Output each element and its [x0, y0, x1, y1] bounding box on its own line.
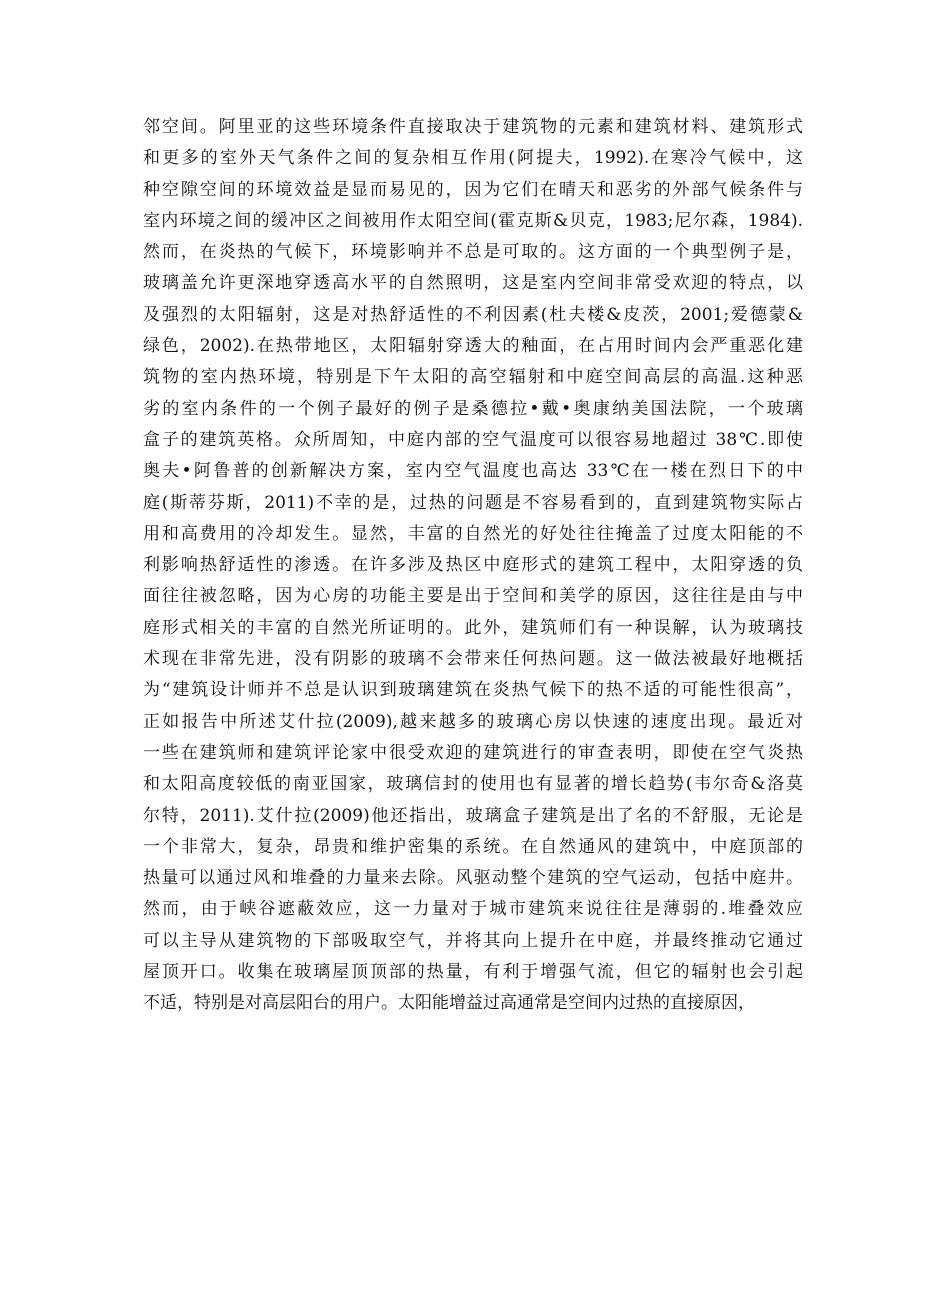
- text-line: 邻空间。阿里亚的这些环境条件直接取决于建筑物的元素和建筑材料、建筑形式: [143, 117, 803, 137]
- text-line: 一个非常大，复杂，昂贵和维护密集的系统。在自然通风的建筑中，中庭顶部的: [143, 836, 803, 857]
- text-line: 然而，在炎热的气候下，环境影响并不总是可取的。这方面的一个典型例子是，: [143, 242, 803, 263]
- text-line: 用和高费用的冷却发生。显然，丰富的自然光的好处往往掩盖了过度太阳能的不: [143, 523, 803, 544]
- text-line: 利影响热舒适性的渗透。在许多涉及热区中庭形式的建筑工程中，太阳穿透的负: [143, 555, 803, 576]
- text-line: 一些在建筑师和建筑评论家中很受欢迎的建筑进行的审查表明，即使在空气炎热: [143, 742, 803, 763]
- text-line: 筑物的室内热环境，特别是下午太阳的高空辐射和中庭空间高层的高温.这种恶: [143, 367, 803, 388]
- text-line: 庭(斯蒂芬斯，2011)不幸的是，过热的问题是不容易看到的，直到建筑物实际占: [143, 492, 803, 513]
- text-line: 绿色，2002).在热带地区，太阳辐射穿透大的釉面，在占用时间内会严重恶化建: [143, 336, 803, 357]
- text-line: 及强烈的太阳辐射，这是对热舒适性的不利因素(杜夫楼&皮茨，2001;爱德蒙&: [143, 304, 803, 325]
- text-line: 热量可以通过风和堆叠的力量来去除。风驱动整个建筑的空气运动，包括中庭井。: [143, 868, 803, 889]
- text-line: 屋顶开口。收集在玻璃屋顶顶部的热量，有利于增强气流，但它的辐射也会引起: [143, 962, 803, 983]
- text-line: 室内环境之间的缓冲区之间被用作太阳空间(霍克斯&贝克，1983;尼尔森，1984).: [143, 210, 803, 231]
- text-line: 不适，特别是对高层阳台的用户。太阳能增益过高通常是空间内过热的直接原因，: [143, 993, 755, 1014]
- text-line: 玻璃盖允许更深地穿透高水平的自然照明，这是室内空间非常受欢迎的特点，以: [143, 273, 803, 294]
- text-line: 奥夫•阿鲁普的创新解决方案，室内空气温度也高达 33℃在一楼在烈日下的中: [143, 461, 803, 482]
- text-line: 面往往被忽略，因为心房的功能主要是出于空间和美学的原因，这往往是由与中: [143, 586, 803, 607]
- text-line: 庭形式相关的丰富的自然光所证明的。此外，建筑师们有一种误解，认为玻璃技: [143, 617, 803, 638]
- text-line: 种空隙空间的环境效益是显而易见的，因为它们在晴天和恶劣的外部气候条件与: [143, 179, 803, 200]
- text-line: 然而，由于峡谷遮蔽效应，这一力量对于城市建筑来说往往是薄弱的.堆叠效应: [143, 899, 803, 920]
- text-line: 劣的室内条件的一个例子最好的例子是桑德拉•戴•奥康纳美国法院，一个玻璃: [143, 398, 803, 419]
- body-text: [143, 112, 803, 1020]
- text-line: 盒子的建筑英格。众所周知，中庭内部的空气温度可以很容易地超过 38℃.即使: [143, 429, 803, 450]
- text-line: 尔特，2011).艾什拉(2009)他还指出，玻璃盒子建筑是出了名的不舒服，无论是: [143, 805, 803, 826]
- text-line: 和太阳高度较低的南亚国家，玻璃信封的使用也有显著的增长趋势(韦尔奇&洛莫: [143, 774, 803, 795]
- text-line: 为“建筑设计师并不总是认识到玻璃建筑在炎热气候下的热不适的可能性很高”，: [143, 680, 803, 701]
- text-line: 和更多的室外天气条件之间的复杂相互作用(阿提夫，1992).在寒冷气候中，这: [143, 148, 803, 169]
- text-line: 可以主导从建筑物的下部吸取空气，并将其向上提升在中庭，并最终推动它通过: [143, 930, 803, 951]
- text-line: 术现在非常先进，没有阴影的玻璃不会带来任何热问题。这一做法被最好地概括: [143, 649, 803, 670]
- text-line: 正如报告中所述艾什拉(2009),越来越多的玻璃心房以快速的速度出现。最近对: [143, 711, 803, 732]
